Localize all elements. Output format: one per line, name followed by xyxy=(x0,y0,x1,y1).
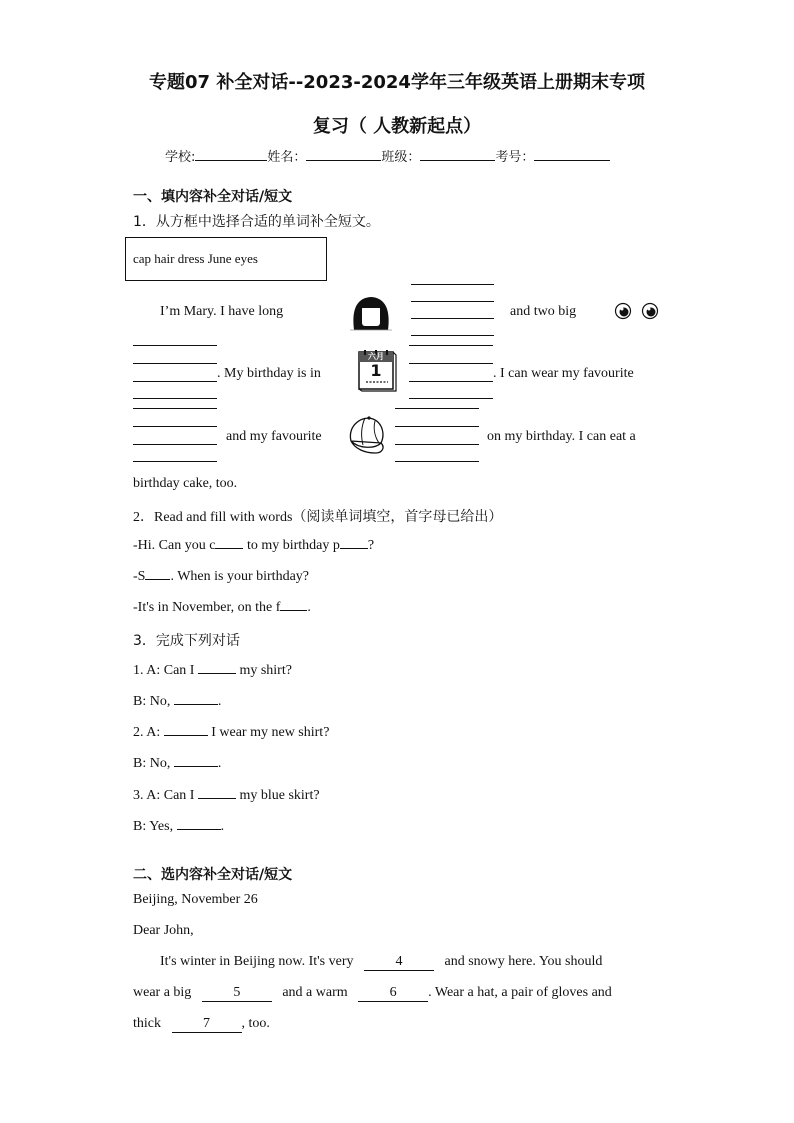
q2-line-3-text-a: -It's in November, on the f xyxy=(133,600,281,615)
letter-line-3 xyxy=(133,1016,270,1033)
q1-sentence-5: and my favourite xyxy=(226,429,322,444)
q1-sentence-3: . My birthday is in xyxy=(217,366,321,381)
section1-heading: 一、填内容补全对话/短文 xyxy=(133,189,293,205)
q3-line-pre: B: Yes, xyxy=(133,819,177,834)
letter-text: It's winter in Beijing now. It's very xyxy=(160,954,354,969)
answer-line[interactable] xyxy=(133,398,217,399)
class-field[interactable] xyxy=(420,160,495,161)
calendar-day: 1 xyxy=(370,361,382,380)
q3-line xyxy=(133,788,320,804)
q3-line-pre: 2. A: xyxy=(133,725,164,740)
answer-line[interactable] xyxy=(411,335,494,336)
exam-number-label: 考号： xyxy=(495,150,535,165)
q1-sentence-1: I’m Mary. I have long xyxy=(160,304,284,319)
q3-blank[interactable] xyxy=(174,766,218,767)
q2-line-3-text-b: . xyxy=(307,600,311,615)
letter-blank-7[interactable]: 7 xyxy=(172,1016,242,1033)
q2-line-2-text-a: -S xyxy=(133,569,146,584)
q1-instruction: 1．从方框中选择合适的单词补全短文。 xyxy=(133,214,380,230)
info-fields xyxy=(165,146,610,165)
q3-line-pre: B: No, xyxy=(133,694,174,709)
q1-sentence-6: on my birthday. I can eat a xyxy=(487,429,636,444)
calendar-month: 六月 xyxy=(368,352,384,361)
q2-line-1-text-a: -Hi. Can you c xyxy=(133,538,216,553)
section2-heading: 二、选内容补全对话/短文 xyxy=(133,867,293,883)
answer-line[interactable] xyxy=(133,363,217,364)
page-title-line1: 专题07 补全对话--2023-2024学年三年级英语上册期末专项 xyxy=(149,72,645,93)
letter-text: and snowy here. You should xyxy=(444,954,603,969)
answer-line[interactable] xyxy=(133,426,217,427)
q3-line-post: . xyxy=(217,756,222,771)
q3-line-post: my shirt? xyxy=(235,663,292,678)
q2-blank-s[interactable] xyxy=(145,579,170,580)
answer-line[interactable] xyxy=(409,345,493,346)
q3-instruction: 3．完成下列对话 xyxy=(133,633,240,649)
letter-blank-6[interactable]: 6 xyxy=(358,985,428,1002)
q3-line-post: my blue skirt? xyxy=(235,788,320,803)
letter-line-1 xyxy=(160,954,602,971)
q2-line-1-text-c: ? xyxy=(367,538,375,553)
q3-line xyxy=(133,694,221,710)
answer-line[interactable] xyxy=(411,301,494,302)
q2-instruction: 2．Read and fill with words（阅读单词填空，首字母已给出） xyxy=(133,510,503,525)
letter-text: . Wear a hat, a pair of gloves and xyxy=(428,985,612,1000)
q3-line-post: . xyxy=(217,694,222,709)
q3-line xyxy=(133,819,224,835)
q3-blank[interactable] xyxy=(198,673,236,674)
name-field[interactable] xyxy=(306,160,381,161)
q2-line-2-text-b: . When is your birthday? xyxy=(170,569,309,584)
letter-text: , too. xyxy=(241,1016,270,1031)
q3-line-pre: B: No, xyxy=(133,756,174,771)
answer-line[interactable] xyxy=(409,398,493,399)
q3-blank[interactable] xyxy=(174,704,218,705)
q2-line-1 xyxy=(133,538,374,554)
answer-line[interactable] xyxy=(395,461,479,462)
answer-line[interactable] xyxy=(133,444,217,445)
answer-line[interactable] xyxy=(411,318,494,319)
letter-text: wear a big xyxy=(133,985,192,1000)
q3-line-pre: 1. A: Can I xyxy=(133,663,198,678)
answer-line[interactable] xyxy=(395,408,479,409)
letter-line-2 xyxy=(133,985,612,1002)
letter-greeting: Dear John, xyxy=(133,923,194,938)
q3-line xyxy=(133,663,292,679)
q2-blank-c[interactable] xyxy=(215,548,243,549)
answer-line[interactable] xyxy=(411,284,494,285)
letter-blank-5[interactable]: 5 xyxy=(202,985,272,1002)
name-label: 姓名： xyxy=(267,150,307,165)
q3-blank[interactable] xyxy=(164,735,208,736)
q3-line xyxy=(133,756,221,772)
q1-sentence-2: and two big xyxy=(510,304,577,319)
q3-line-pre: 3. A: Can I xyxy=(133,788,198,803)
long-hair-girl-icon xyxy=(346,294,396,332)
q2-blank-f[interactable] xyxy=(280,610,307,611)
q3-blank[interactable] xyxy=(177,829,221,830)
class-label: 班级： xyxy=(381,150,421,165)
q1-sentence-7: birthday cake, too. xyxy=(133,476,238,491)
answer-line[interactable] xyxy=(133,345,217,346)
letter-text: and a warm xyxy=(282,985,348,1000)
school-label: 学校: xyxy=(165,150,196,165)
q2-line-3 xyxy=(133,600,311,616)
answer-line[interactable] xyxy=(395,426,479,427)
q3-line-post: I wear my new shirt? xyxy=(207,725,330,740)
q3-line-post: . xyxy=(220,819,225,834)
answer-line[interactable] xyxy=(133,408,217,409)
q3-blank[interactable] xyxy=(198,798,236,799)
answer-line[interactable] xyxy=(133,461,217,462)
page-title-line2: 复习（ 人教新起点） xyxy=(312,116,482,137)
exam-number-field[interactable] xyxy=(534,160,610,161)
answer-line[interactable] xyxy=(395,444,479,445)
q2-line-2 xyxy=(133,569,309,585)
answer-line[interactable] xyxy=(409,363,493,364)
calendar-icon xyxy=(356,348,398,392)
cap-icon xyxy=(345,413,389,455)
letter-blank-4[interactable]: 4 xyxy=(364,954,434,971)
word-box-words: cap hair dress June eyes xyxy=(133,251,258,266)
q1-sentence-4: . I can wear my favourite xyxy=(493,366,634,381)
answer-line[interactable] xyxy=(409,381,493,382)
q2-blank-p[interactable] xyxy=(340,548,368,549)
letter-place-date: Beijing, November 26 xyxy=(133,892,258,907)
answer-line[interactable] xyxy=(133,381,217,382)
school-field[interactable] xyxy=(195,160,267,161)
q3-line xyxy=(133,725,329,741)
eyes-icon xyxy=(613,301,661,321)
letter-text: thick xyxy=(133,1016,161,1031)
q2-line-1-text-b: to my birthday p xyxy=(243,538,340,553)
